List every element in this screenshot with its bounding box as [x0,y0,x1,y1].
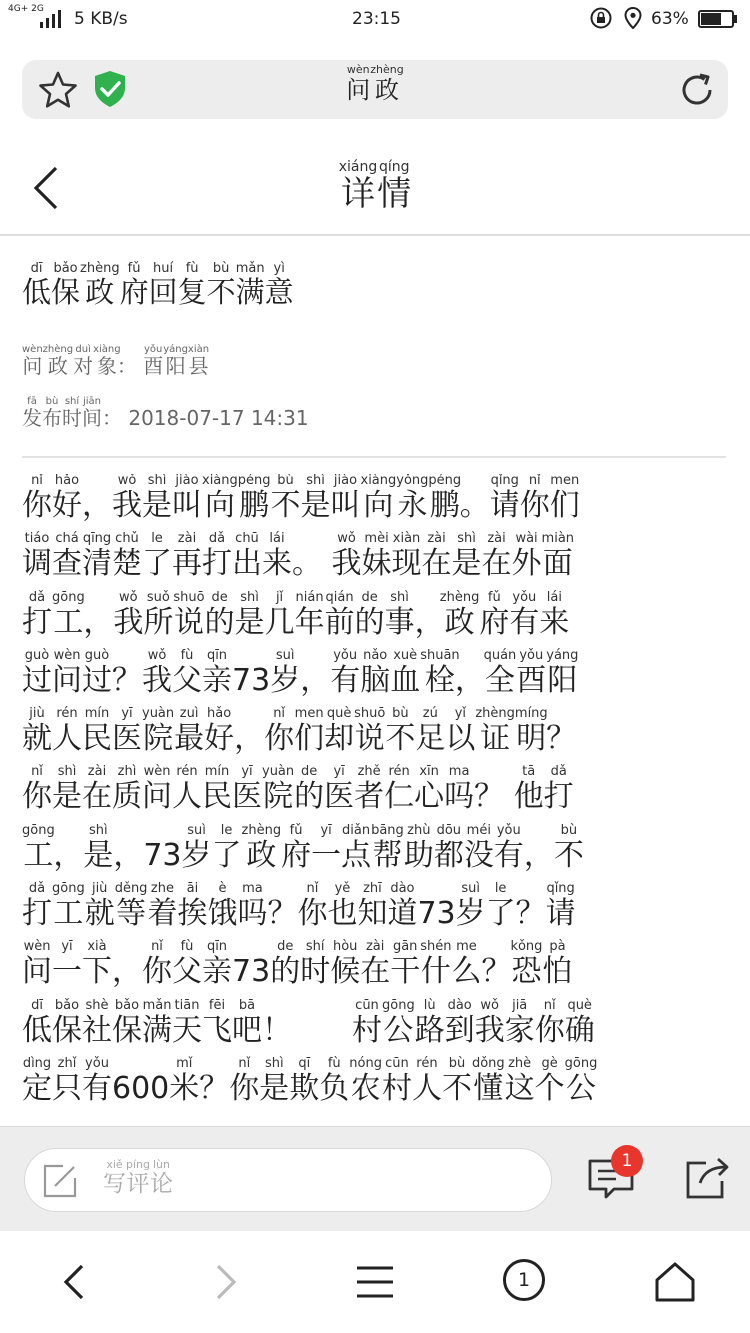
ruby-char: 府fǔ [281,822,312,873]
ruby-char: 仁rén [384,764,415,815]
ruby-char: 不bù [270,474,301,523]
plain-char: ， [82,488,112,523]
ruby-char: 什shén [420,939,452,990]
plain-char: ， [112,954,142,990]
ruby-char: 我wǒ [474,997,505,1048]
ruby-char: 吗ma [237,881,268,932]
ruby-char: 复fù [177,261,207,309]
ruby-char: 永yǒng [396,474,429,523]
ruby-char: 面miàn [541,531,575,582]
ruby-char: 欺qī [289,1055,320,1106]
ruby-char: 人rén [52,706,82,757]
plain-char: ？ [546,721,577,757]
ruby-char: 岁suì [455,881,486,932]
ruby-char: 岁suì [181,822,212,873]
ruby-char: 人rén [411,1055,442,1106]
plain-char: ， [414,604,445,640]
location-icon [624,7,642,29]
ruby-char: 问wèn [22,344,43,378]
plain-char: ， [113,837,144,873]
ruby-char: 酉yǒu [143,344,164,378]
ruby-char: 了le [211,822,242,873]
ruby-char: 路lù [414,997,445,1048]
ruby-char: 来lái [539,589,570,640]
ruby-char: 医yī [324,764,355,815]
ruby-char: 了le [485,881,516,932]
body-line [22,591,728,649]
divider [22,456,726,458]
ruby-char: 楚chǔ [112,531,142,582]
ruby-char: 府fǔ [119,261,149,309]
ruby-char: 再zài [172,531,202,582]
ruby-char: 岁suì [270,647,301,698]
target-value [143,344,210,378]
ruby-char: 着zhe [147,881,178,932]
ruby-char: 确què [564,997,595,1048]
ruby-char: 没méi [463,822,494,873]
body-line [22,474,728,532]
shield-check-icon[interactable] [92,70,128,108]
divider [0,234,750,236]
ruby-char: 不bù [206,261,236,309]
ruby-char: 父fù [172,647,202,698]
ruby-char: 证zhèng [475,706,515,757]
ruby-char: 县xiàn [187,344,210,378]
plain-char: ？ [515,896,546,932]
time-value: 2018-07-17 14:31 [128,406,309,430]
plain-char: 。 [292,546,322,582]
ruby-char: 有yǒu [509,589,540,640]
address-bar[interactable] [22,60,728,119]
ruby-char: 府fǔ [479,589,510,640]
ruby-char: 问wèn [346,63,371,104]
ruby-char: 也yě [327,881,358,932]
ruby-char: 低dī [22,261,52,309]
ruby-char: 医yī [232,764,262,815]
ruby-char: 道dào [387,881,418,932]
ruby-char: 这zhè [504,1055,535,1106]
ruby-char: 发fā [22,396,42,430]
ruby-char: 挨āi [177,881,208,932]
ruby-char: 亲qīn [202,939,232,990]
ruby-char: 评píng [126,1158,150,1197]
ruby-char: 阳yáng [163,344,188,378]
back-arrow-icon[interactable] [28,166,64,210]
ruby-char: 政zhèng [42,344,74,378]
ruby-char: 不bù [385,706,416,757]
ruby-char: 妹mèi [361,531,392,582]
battery-percent: 63% [651,9,689,29]
comment-bar [0,1126,750,1231]
plain-char: ？ [474,779,505,815]
comment-count-badge: 1 [611,1145,643,1177]
ruby-char: 低dī [22,997,52,1048]
plain-char: ？ [112,662,142,698]
home-icon[interactable] [651,1258,699,1306]
ruby-char: 向xiàng [202,474,238,523]
time-label [22,396,122,430]
ruby-char: 问wèn [22,939,52,990]
battery-icon [698,10,738,28]
comment-placeholder [103,1159,173,1198]
ruby-char: 候hòu [330,939,361,990]
ruby-char: 酉yǒu [516,647,547,698]
article-body [22,474,728,1126]
comment-input[interactable] [24,1148,552,1212]
ruby-char: 几jǐ [264,589,295,640]
ruby-char: 是shì [83,822,114,873]
ruby-char: 过guò [82,647,112,698]
ruby-char: 我wǒ [331,531,362,582]
ruby-char: 详xiáng [338,159,378,214]
ruby-char: 在zài [82,764,112,815]
ruby-char: 写xiě [103,1158,126,1197]
ruby-char: 就jiù [22,706,52,757]
ruby-char: 不bù [553,822,584,873]
ruby-char: 保bǎo [51,261,81,309]
ruby-char: 飞fēi [202,997,232,1048]
ruby-char: 清qīng [82,531,112,582]
ruby-char: 我wǒ [112,474,142,523]
plain-char: 73 [232,662,271,698]
ruby-char: 好hǎo [52,474,82,523]
plain-char: ， [300,662,331,698]
body-line [22,532,728,590]
time-row [22,396,309,431]
ruby-char: 你nǐ [142,939,172,990]
ruby-char: 了le [142,531,172,582]
ruby-char: 你nǐ [229,1055,260,1106]
ruby-char: 帮bāng [371,822,404,873]
ruby-char: 你nǐ [22,764,52,815]
ruby-char: 回huí [148,261,178,309]
ruby-char: 你nǐ [519,474,550,523]
back-icon[interactable] [52,1258,100,1306]
ruby-char: 院yuàn [262,764,295,815]
ruby-char: 民mín [82,706,112,757]
ruby-char: 你nǐ [534,997,565,1048]
ruby-char: 全quán [483,647,517,698]
ruby-char: 都dōu [433,822,464,873]
ruby-char: 象xiàng [93,344,121,378]
ruby-char: 定dìng [22,1055,52,1106]
ruby-char: 父fù [172,939,202,990]
ruby-char: 在zài [421,531,452,582]
ruby-char: 打dǎ [22,881,52,932]
ruby-char: 问wèn [142,764,172,815]
status-bar [0,0,750,40]
body-line [22,1057,728,1115]
target-row [22,344,209,379]
ruby-char: 饿è [207,881,238,932]
plain-char: ， [454,662,485,698]
edit-icon [41,1162,79,1200]
ruby-char: 是shì [234,589,265,640]
plain-char: ？ [199,1070,230,1106]
clock: 23:15 [352,9,401,29]
body-line [22,940,728,998]
article-title [22,262,294,311]
ruby-char: 有yǒu [82,1055,112,1106]
ruby-char: 过guò [22,647,52,698]
ruby-char: 的de [204,589,235,640]
ruby-char: 人rén [172,764,202,815]
plain-char: ， [523,837,554,873]
plain-char [504,779,514,814]
ruby-char: 亲qīn [202,647,232,698]
star-icon[interactable] [38,70,78,110]
ruby-char: 事shì [384,589,415,640]
ruby-char: 等děng [114,881,148,932]
rotation-lock-icon [590,7,612,29]
plain-char: ？ [481,954,512,990]
ruby-char: 情qíng [377,159,412,214]
ruby-char: 家jiā [504,997,535,1048]
plain-char [292,1013,352,1048]
ruby-char: 干gān [390,939,421,990]
ruby-char: 血xuè [390,647,421,698]
ruby-char: 我wǒ [113,589,144,640]
ruby-char: 到dào [444,997,475,1048]
ruby-char: 对duì [73,344,94,378]
plain-char: ， [234,721,265,757]
body-line [22,999,728,1057]
network-type: 4G+ 2G [8,4,44,14]
ruby-char: 政zhèng [439,589,480,640]
ruby-char: 么me [451,939,482,990]
body-line [22,765,728,823]
ruby-char: 足zú [415,706,446,757]
plain-char: ： [102,406,122,430]
ruby-char: 个gè [534,1055,565,1106]
forward-arrow-icon[interactable] [200,1258,248,1306]
ruby-char: 负fù [319,1055,350,1106]
ruby-char: 公gōng [564,1055,598,1106]
body-line [22,824,728,882]
ruby-char: 是shì [259,1055,290,1106]
ruby-char: 点diǎn [341,822,372,873]
ruby-char: 问wèn [52,647,82,698]
ruby-char: 以yǐ [445,706,476,757]
plain-char: ： [116,354,137,378]
ruby-char: 鹏péng [428,474,462,523]
ruby-char: 鹏péng [237,474,271,523]
ruby-char: 助zhù [403,822,434,873]
ruby-char: 社shè [82,997,112,1048]
ruby-char: 你nǐ [297,881,328,932]
target-label [22,344,137,378]
ruby-char: 打dǎ [202,531,232,582]
ruby-char: 工gōng [52,881,85,932]
ruby-char: 我wǒ [142,647,172,698]
ruby-char: 吧bā [232,997,262,1048]
ruby-char: 一yī [311,822,342,873]
ruby-char: 栓shuān [420,647,460,698]
plain-char: ， [53,837,84,873]
ruby-char: 脑nǎo [360,647,391,698]
ruby-char: 来lái [262,531,292,582]
ruby-char: 民mín [202,764,232,815]
network-speed: 5 KB/s [74,9,128,29]
ruby-char: 就jiù [84,881,115,932]
ruby-char: 论lùn [150,1158,173,1197]
ruby-char: 村cūn [352,997,382,1048]
plain-char: ， [83,604,114,640]
ruby-char: 质zhì [112,764,142,815]
ruby-char: 调tiáo [22,531,52,582]
ruby-char: 阳yáng [546,647,579,698]
ruby-char: 叫jiào [172,474,202,523]
plain-char: ！ [262,1012,292,1048]
plain-char: 73 [417,896,456,932]
ruby-char: 懂dǒng [471,1055,505,1106]
ruby-char: 院yuàn [142,706,175,757]
ruby-char: 政zhèng [80,261,120,309]
ruby-char: 不bù [441,1055,472,1106]
ruby-char: 保bǎo [52,997,82,1048]
ruby-char: 他tā [513,764,544,815]
ruby-char: 却què [324,706,355,757]
browser-nav [0,1231,750,1333]
ruby-char: 政zhèng [370,63,404,104]
ruby-char: 是shì [451,531,482,582]
header-title [300,160,450,215]
ruby-char: 怕pà [542,939,573,990]
plain-char [322,546,332,581]
body-line [22,882,728,940]
ruby-char: 意yì [264,261,294,309]
ruby-char: 知zhī [357,881,388,932]
share-icon[interactable] [684,1153,732,1201]
ruby-char: 是shì [52,764,82,815]
ruby-char: 保bǎo [112,997,142,1048]
ruby-char: 农nóng [349,1055,382,1106]
ruby-char: 有yǒu [330,647,361,698]
ruby-char: 前qián [324,589,355,640]
ruby-char: 出chū [232,531,262,582]
plain-char: 600 [112,1070,170,1106]
ruby-char: 时shí [62,396,82,430]
plain-char: 。 [459,488,490,523]
ruby-char: 说shuō [173,589,205,640]
ruby-char: 叫jiào [330,474,361,523]
ruby-char: 最zuì [174,706,205,757]
ruby-char: 工gōng [52,589,85,640]
ruby-char: 请qǐng [545,881,576,932]
ruby-char: 所suǒ [143,589,174,640]
ruby-char: 心xīn [414,764,445,815]
ruby-char: 一yī [52,939,82,990]
signal-icon [40,10,66,28]
ruby-char: 在zài [481,531,512,582]
ruby-char: 请qǐng [489,474,520,523]
ruby-char: 米mǐ [169,1055,200,1106]
ruby-char: 你nǐ [264,706,295,757]
ruby-char: 满mǎn [142,997,172,1048]
plain-char: 73 [232,954,271,990]
ruby-char: 间jiān [82,396,102,430]
ruby-char: 外wài [511,531,542,582]
ruby-char: 说shuō [354,706,386,757]
ruby-char: 村cūn [381,1055,412,1106]
body-line [22,707,728,765]
ruby-char: 下xià [82,939,112,990]
ruby-char: 的de [354,589,385,640]
ruby-char: 好hǎo [204,706,235,757]
ruby-char: 恐kǒng [510,939,543,990]
ruby-char: 们men [549,474,580,523]
ruby-char: 年nián [294,589,325,640]
ruby-char: 查chá [52,531,82,582]
ruby-char: 有yǒu [493,822,524,873]
menu-icon[interactable] [351,1258,399,1306]
ruby-char: 在zài [360,939,391,990]
plain-char: ？ [267,896,298,932]
plain-char: 73 [143,837,182,873]
ruby-char: 时shí [300,939,331,990]
ruby-char: 公gōng [382,997,415,1048]
ruby-char: 的de [270,939,301,990]
ruby-char: 只zhǐ [52,1055,82,1106]
ruby-char: 你nǐ [22,474,52,523]
reload-icon[interactable] [678,71,716,109]
ruby-char: 明míng [514,706,548,757]
page-title [322,64,428,105]
tab-count: 1 [517,1269,531,1291]
ruby-char: 现xiàn [391,531,422,582]
ruby-char: 布bù [42,396,62,430]
ruby-char: 是shì [142,474,172,523]
ruby-char: 打dǎ [22,589,52,640]
ruby-char: 天tiān [172,997,202,1048]
ruby-char: 是shì [300,474,331,523]
tabs-button[interactable] [502,1258,550,1306]
body-line [22,649,728,707]
ruby-char: 者zhě [354,764,385,815]
ruby-char: 政zhèng [241,822,282,873]
ruby-char: 医yī [112,706,142,757]
ruby-char: 打dǎ [543,764,574,815]
ruby-char: 满mǎn [235,261,265,309]
ruby-char: 的de [294,764,325,815]
ruby-char: 工gōng [22,822,55,873]
ruby-char: 向xiàng [360,474,397,523]
ruby-char: 们men [294,706,325,757]
ruby-char: 吗ma [444,764,475,815]
